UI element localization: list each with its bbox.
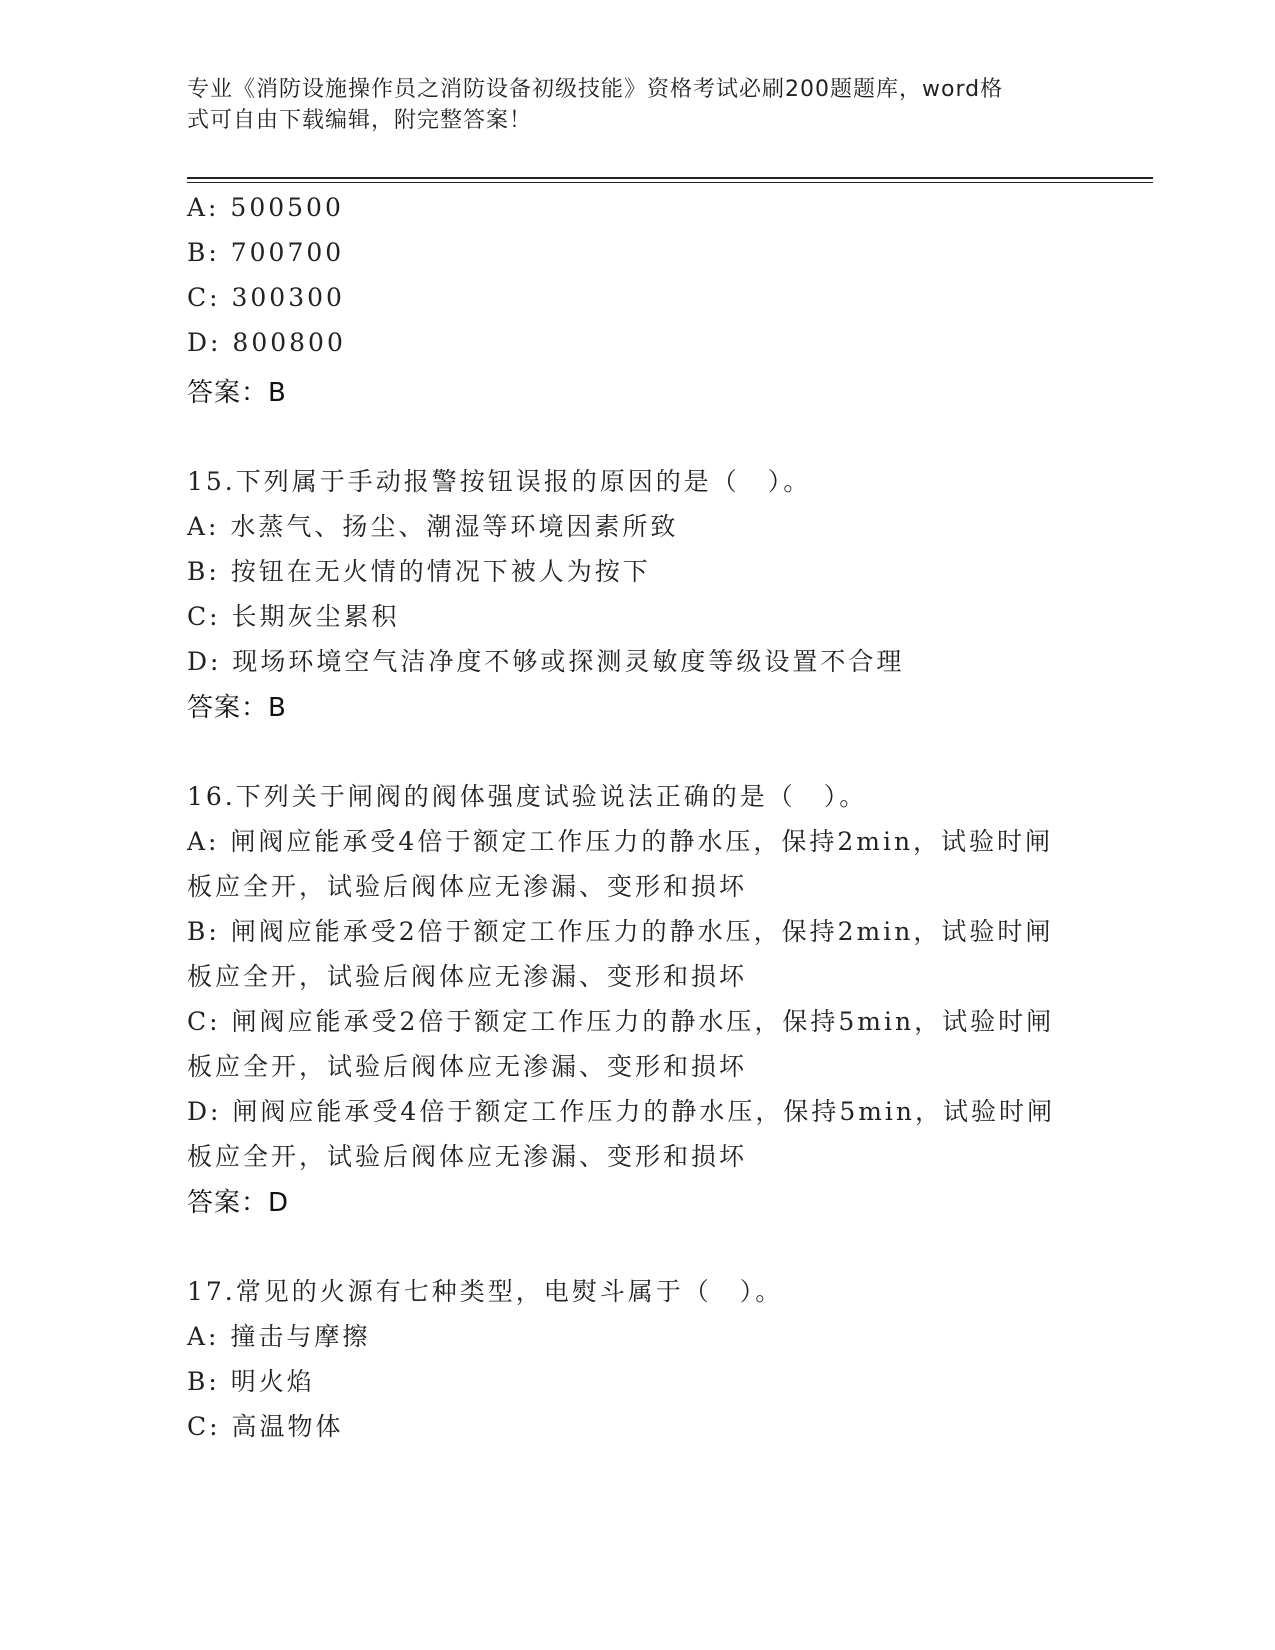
q14-option-a: A: 500500 <box>187 193 344 222</box>
q17-option-c: C: 高温物体 <box>187 1412 344 1441</box>
q16-answer: 答案：D <box>187 1188 290 1218</box>
q15-option-b: B: 按钮在无火情的情况下被人为按下 <box>187 557 651 586</box>
q15-answer: 答案：B <box>187 693 287 723</box>
q14-option-c: C: 300300 <box>187 283 345 312</box>
q16-option-b-line-2: 板应全开，试验后阀体应无渗漏、变形和损坏 <box>187 962 748 991</box>
q16-option-c-line-1: C: 闸阀应能承受2倍于额定工作压力的静水压，保持5min，试验时闸 <box>187 1007 1055 1036</box>
q16-option-d-line-2: 板应全开，试验后阀体应无渗漏、变形和损坏 <box>187 1142 748 1171</box>
q17-option-b: B: 明火焰 <box>187 1367 315 1396</box>
document-header <box>187 74 1067 136</box>
q16-option-b-line-1: B: 闸阀应能承受2倍于额定工作压力的静水压，保持2min，试验时闸 <box>187 917 1054 946</box>
header-title-line-1: 专业《消防设施操作员之消防设备初级技能》资格考试必刷200题题库，word格 <box>187 77 1004 102</box>
q15-option-d: D: 现场环境空气洁净度不够或探测灵敏度等级设置不合理 <box>187 647 905 676</box>
q15-stem: 15.下列属于手动报警按钮误报的原因的是（ ）。 <box>187 467 812 496</box>
q17-stem: 17.常见的火源有七种类型，电熨斗属于（ ）。 <box>187 1277 784 1306</box>
q16-option-d-line-1: D: 闸阀应能承受4倍于额定工作压力的静水压，保持5min，试验时闸 <box>187 1097 1056 1126</box>
q16-stem: 16.下列关于闸阀的阀体强度试验说法正确的是（ ）。 <box>187 782 868 811</box>
q14-answer: 答案：B <box>187 378 287 408</box>
q17-option-a: A: 撞击与摩擦 <box>187 1322 371 1351</box>
q14-option-b: B: 700700 <box>187 238 345 267</box>
header-divider-thick <box>187 177 1153 179</box>
q15-option-c: C: 长期灰尘累积 <box>187 602 400 631</box>
q14-option-d: D: 800800 <box>187 328 346 357</box>
header-title-line-2: 式可自由下载编辑，附完整答案！ <box>187 108 533 133</box>
q16-option-a-line-2: 板应全开，试验后阀体应无渗漏、变形和损坏 <box>187 872 748 901</box>
q16-option-c-line-2: 板应全开，试验后阀体应无渗漏、变形和损坏 <box>187 1052 748 1081</box>
header-divider-thin <box>187 182 1153 183</box>
q15-option-a: A: 水蒸气、扬尘、潮湿等环境因素所致 <box>187 512 679 541</box>
q16-option-a-line-1: A: 闸阀应能承受4倍于额定工作压力的静水压，保持2min，试验时闸 <box>187 827 1054 856</box>
